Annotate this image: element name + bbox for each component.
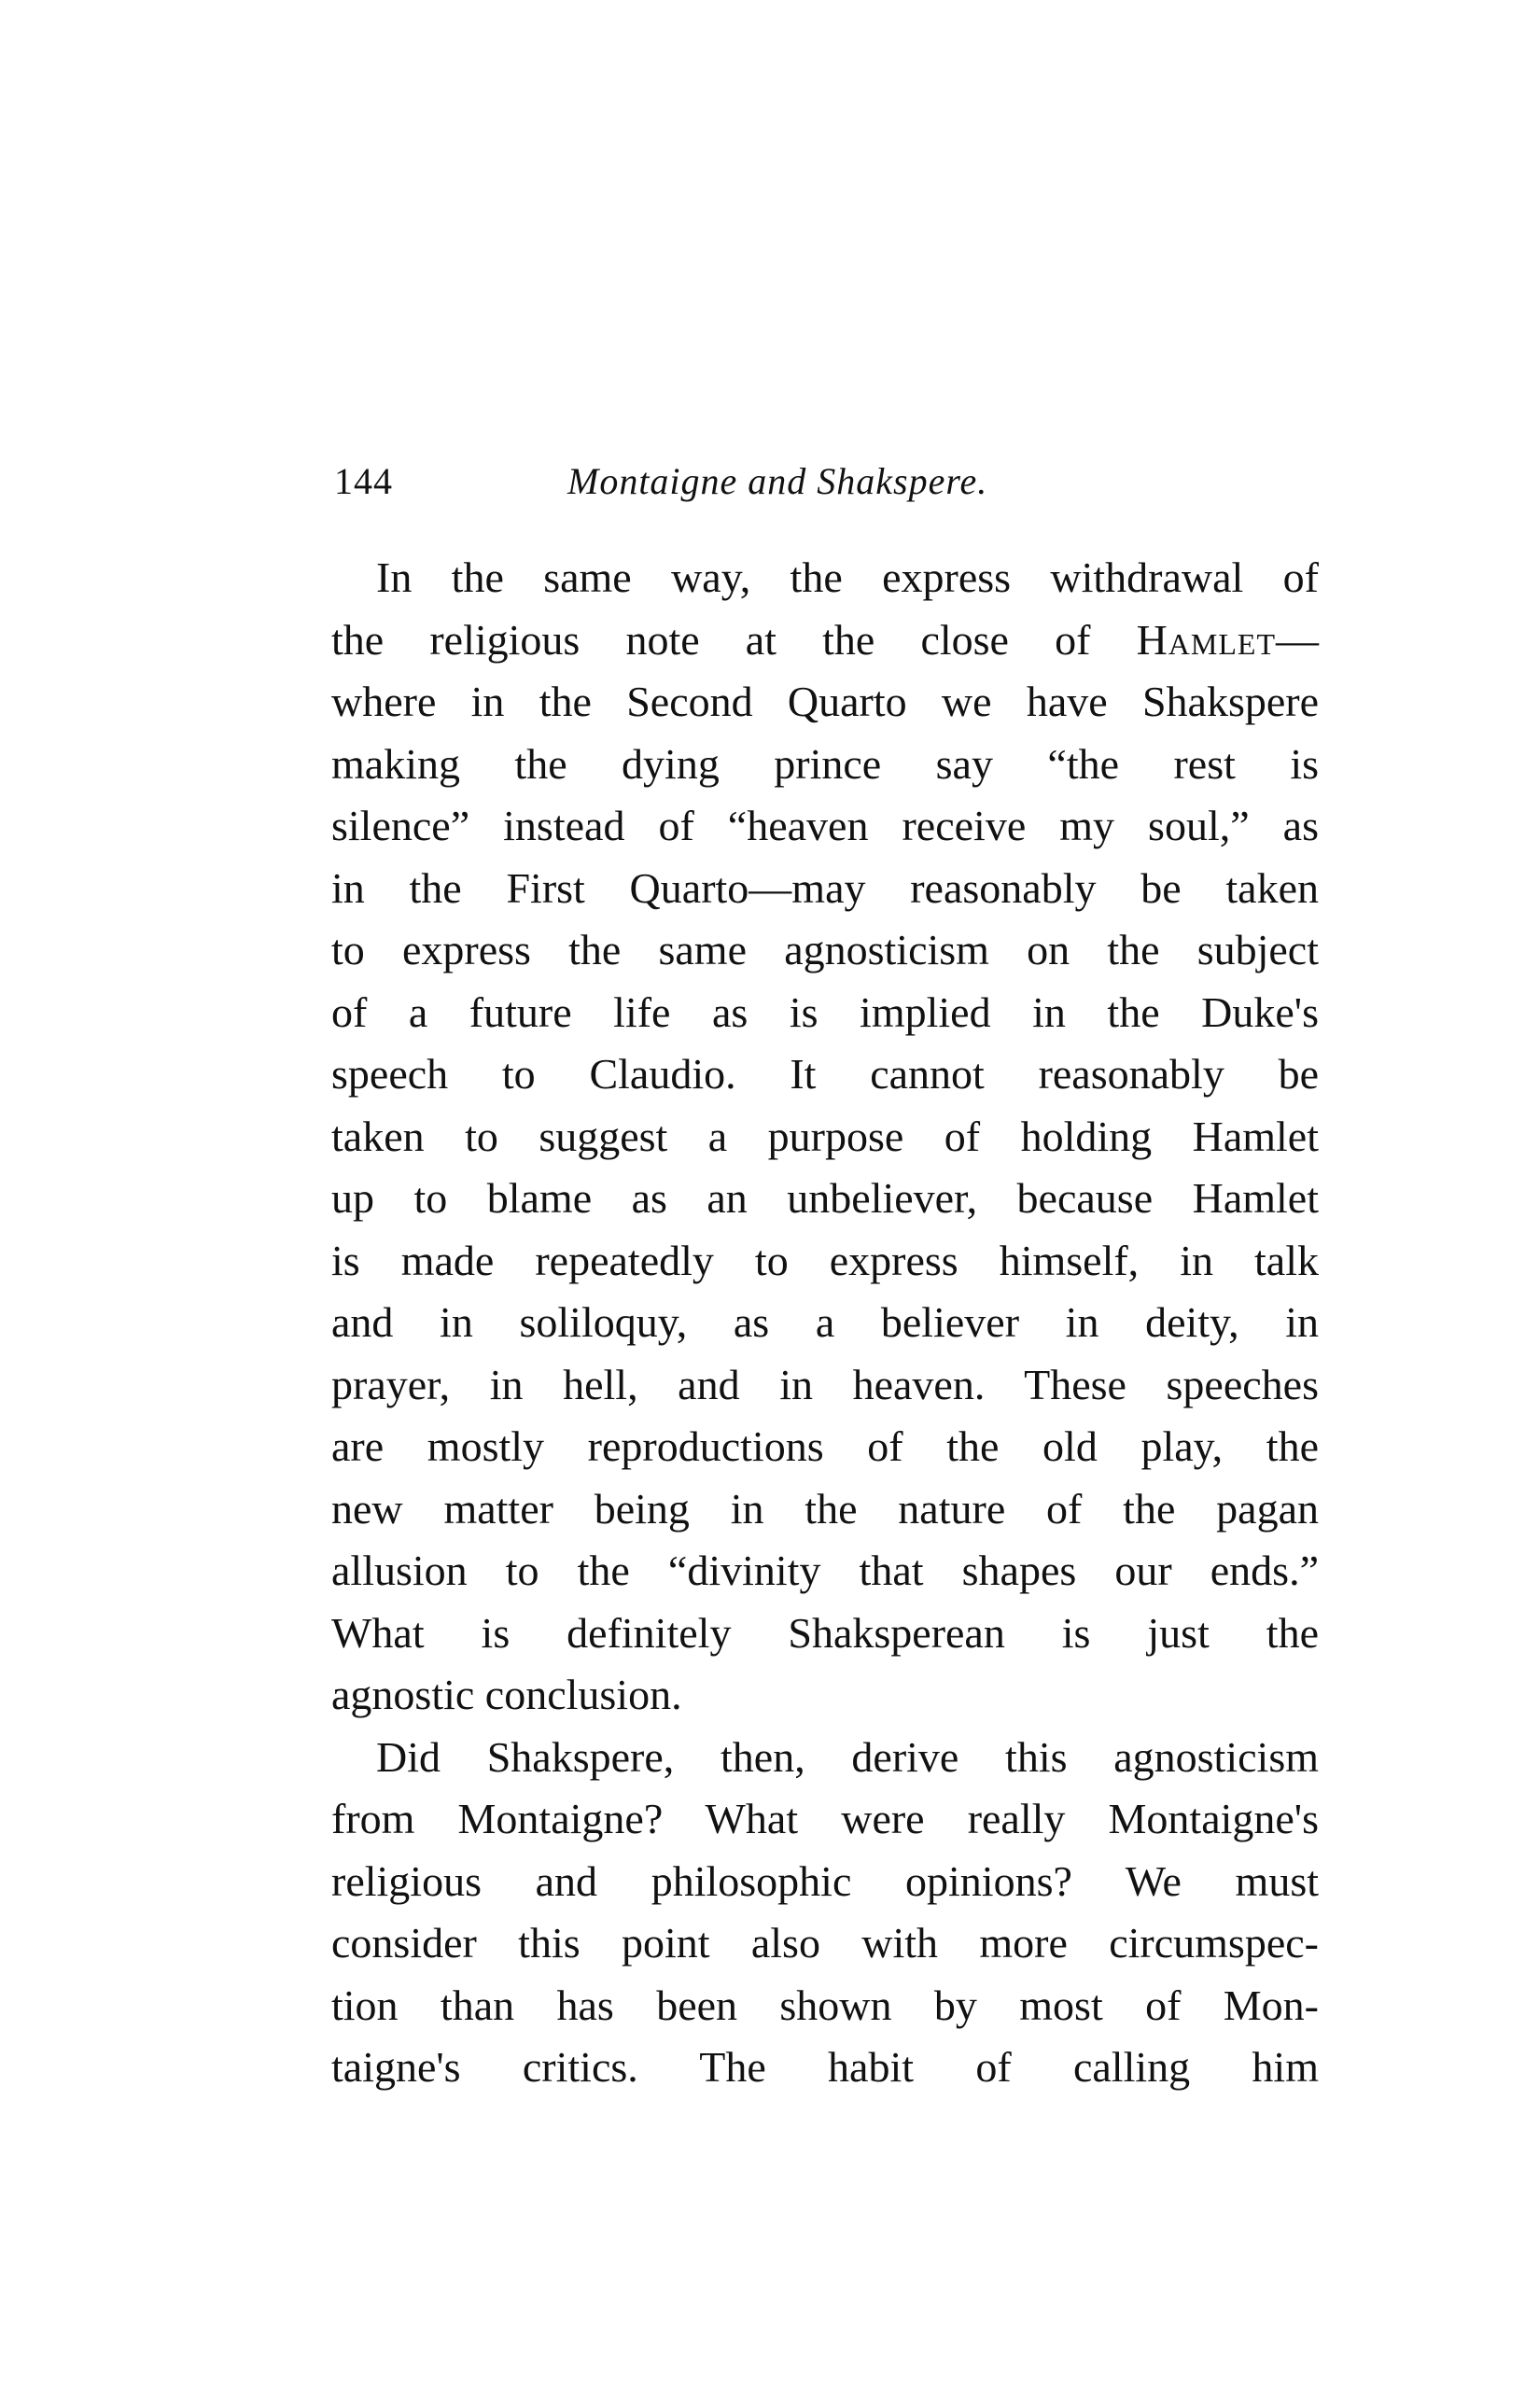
text-line: allusion to the “divinity that shapes our ends.” xyxy=(331,1547,1319,1594)
text-line: tion than has been shown by most of Mon- xyxy=(331,1981,1319,2029)
text-line: to express the same agnosticism on the subject xyxy=(331,926,1319,973)
text-line: in the First Quarto—may reasonably be taken xyxy=(331,863,1319,912)
text-line: from Montaigne? What were really Montaigne's xyxy=(331,1795,1319,1842)
text-line: are mostly reproductions of the old play, the xyxy=(331,1422,1319,1470)
text-line: new matter being in the nature of the pagan xyxy=(331,1484,1319,1533)
running-head xyxy=(334,454,1319,510)
page-number: 144 xyxy=(334,460,393,502)
play-title-small-caps: Hamlet xyxy=(1136,615,1276,664)
text-line: where in the Second Quarto we have Shakspere xyxy=(331,678,1319,725)
text-line: consider this point also with more circumspec- xyxy=(331,1919,1319,1967)
running-title: Montaigne and Shakspere. xyxy=(567,460,988,502)
text-line: What is definitely Shaksperean is just the xyxy=(331,1608,1319,1657)
text-line: silence” instead of “heaven receive my soul,” as xyxy=(331,802,1319,849)
text-line: making the dying prince say “the rest is xyxy=(331,739,1319,788)
text-line: of a future life as is implied in the Duke's xyxy=(331,987,1319,1036)
text-line: prayer, in hell, and in heaven. These speeches xyxy=(331,1360,1319,1408)
text-line: taigne's critics. The habit of calling him xyxy=(331,2043,1319,2091)
text-line: and in soliloquy, as a believer in deity, in xyxy=(331,1298,1319,1346)
paragraph-1 xyxy=(331,547,1319,1727)
text-line: is made repeatedly to express himself, in talk xyxy=(331,1236,1319,1284)
text-line: religious and philosophic opinions? We must xyxy=(331,1856,1319,1905)
text-line: taken to suggest a purpose of holding Hamlet xyxy=(331,1112,1319,1160)
text-line: the religious note at the close of Hamlet— xyxy=(331,615,1319,664)
text-line: up to blame as an unbeliever, because Hamlet xyxy=(331,1174,1319,1222)
body-text xyxy=(331,547,1319,2099)
text-line: In the same way, the express withdrawal of xyxy=(376,553,1319,601)
text-line: agnostic conclusion. xyxy=(331,1671,682,1718)
text-line: Did Shakspere, then, derive this agnosticism xyxy=(376,1732,1319,1781)
text-line: speech to Claudio. It cannot reasonably be xyxy=(331,1050,1319,1098)
paragraph-2 xyxy=(331,1727,1319,2099)
